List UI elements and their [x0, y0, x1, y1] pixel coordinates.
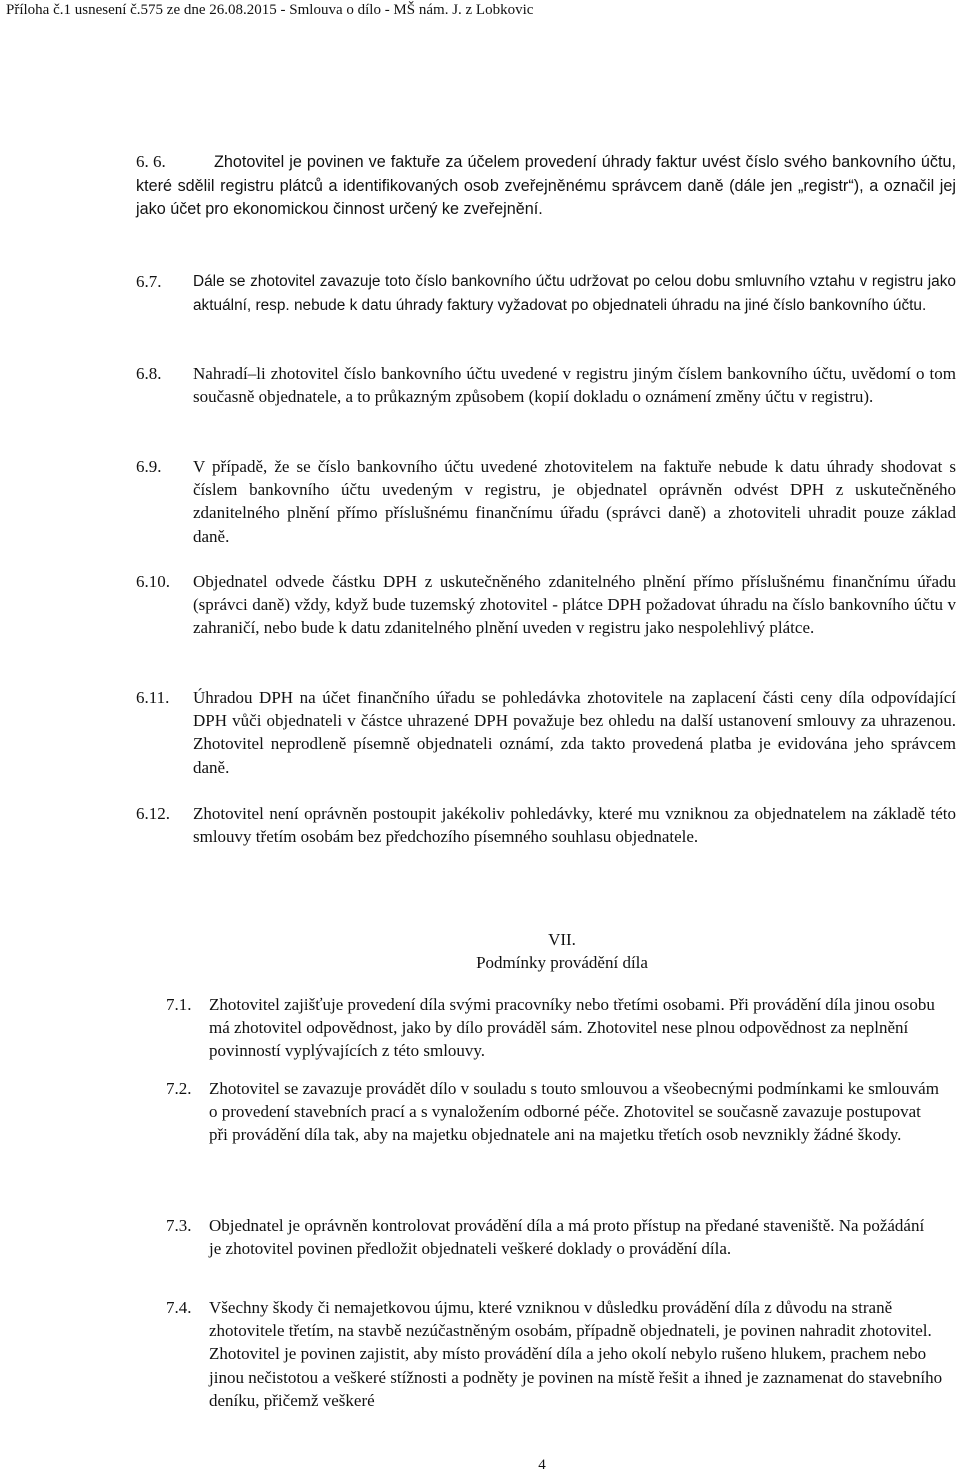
article-number: 7.4.	[166, 1298, 192, 1317]
clause-number: 6.12.	[136, 804, 170, 823]
clause-text	[136, 150, 956, 222]
article-body: Všechny škody či nemajetkovou újmu, které vzniknou v důsledku provádění díla z důvodu na straně zhotovitele třetím, na stavbě nezúčastněným osobám, případně objednateli, je povinen nahradit zhotovitel. Zhotovitel je povinen zajistit, aby místo provádění díla a jeho okolí nebylo rušeno hlukem, prachem nebo jinou nečistotou a veškeré stížnosti a podněty je povinen na místě řešit a ihned je zaznamenat do stavebního deníku, přičemž veškeré	[209, 1298, 943, 1410]
clause-6-10	[136, 570, 956, 640]
clause-number: 6.11.	[136, 688, 170, 707]
article-7-2	[166, 1077, 939, 1147]
clause-number: 6.7.	[136, 272, 162, 291]
article-7-1	[166, 993, 939, 1063]
clause-number: 6.10.	[136, 572, 170, 591]
clause-6-7	[136, 270, 956, 317]
clause-body: V případě, že se číslo bankovního účtu uvedené zhotovitelem na faktuře nebude k datu úhrady shodovat s číslem bankovního účtu uvedeným v registru, je objednatel oprávněn odvést DPH z uskutečněného zdanitelného plnění přímo příslušnému finančnímu úřadu (správci daně) a zhotoviteli uhradit pouze základ daně.	[193, 457, 956, 546]
page-number: 4	[538, 1457, 546, 1473]
clause-6-8	[136, 362, 956, 408]
clause-number: 6.8.	[136, 364, 162, 383]
chapter-number: VII.	[548, 930, 576, 949]
article-number: 7.3.	[166, 1216, 192, 1235]
page-header: Příloha č.1 usnesení č.575 ze dne 26.08.2015 - Smlouva o dílo - MŠ nám. J. z Lobkovic	[6, 2, 534, 18]
clause-6-11	[136, 686, 956, 779]
clause-number: 6. 6.	[136, 152, 166, 171]
clause-body: Úhradou DPH na účet finančního úřadu se pohledávka zhotovitele na zaplacení části ceny díla odpovídající DPH vůči objednateli v částce uhrazené DPH považuje bez ohledu na další ustanovení smlouvy za uhrazenou. Zhotovitel neprodleně písemně objednateli oznámí, zda takto provedená platba je evidována jeho správcem daně.	[193, 688, 956, 777]
article-body: Zhotovitel se zavazuje provádět dílo v souladu s touto smlouvou a všeobecnými podmínkami ke smlouvám o provedení stavebních prací a s vynaložením odborné péče. Zhotovitel se současně zavazuje postupovat při provádění díla tak, aby na majetku objednatele ani na majetku třetích osob nevznikly žádné škody.	[209, 1079, 939, 1145]
article-7-3	[166, 1214, 939, 1260]
clause-body: Dále se zhotovitel zavazuje toto číslo bankovního účtu udržovat po celou dobu smluvního vztahu v registru jako aktuální, resp. nebude k datu úhrady faktury vyžadovat po objednateli úhradu na jiné číslo bankovního účtu.	[193, 273, 956, 314]
article-body: Objednatel je oprávněn kontrolovat provádění díla a má proto přístup na předané staveniště. Na požádání je zhotovitel povinen předložit objednateli veškeré doklady o provádění díla.	[209, 1216, 925, 1259]
clause-body: Objednatel odvede částku DPH z uskutečněného zdanitelného plnění přímo příslušnému finančnímu úřadu (správci daně) vždy, když bude tuzemský zhotovitel - plátce DPH požadovat úhradu na číslo bankovního účtu v zahraničí, nebo bude k datu zdanitelného plnění uveden v registru jako nespolehlivý plátce.	[193, 572, 956, 638]
clause-6-12	[136, 802, 956, 848]
chapter-title: Podmínky provádění díla	[476, 953, 648, 972]
article-number: 7.1.	[166, 995, 192, 1014]
clause-body: Zhotovitel je povinen ve faktuře za účelem provedení úhrady faktur uvést číslo svého bankovního účtu, které sdělil registru plátců a identifikovaných osob zveřejněnému správcem daně (dále jen „registr“), a označil jej jako účet pro ekonomickou činnost určený ke zveřejnění.	[136, 153, 956, 218]
clause-body: Zhotovitel není oprávněn postoupit jakékoliv pohledávky, které mu vzniknou za objednatelem na základě této smlouvy třetím osobám bez předchozího písemného souhlasu objednatele.	[193, 804, 956, 847]
clause-number: 6.9.	[136, 457, 162, 476]
clause-body: Nahradí–li zhotovitel číslo bankovního účtu uvedené v registru jiným číslem bankovního účtu, uvědomí o tom současně objednatele, a to průkazným způsobem (kopií dokladu o oznámení změny účtu v registru).	[193, 364, 956, 407]
article-7-4	[166, 1296, 949, 1412]
clause-6-6	[136, 150, 956, 222]
article-number: 7.2.	[166, 1079, 192, 1098]
clause-6-9	[136, 455, 956, 548]
article-body: Zhotovitel zajišťuje provedení díla svými pracovníky nebo třetími osobami. Při provádění díla jinou osobu má zhotovitel odpovědnost, jako by dílo prováděl sám. Zhotovitel nese plnou odpovědnost za neplnění povinností vyplývajících z této smlouvy.	[209, 995, 935, 1061]
